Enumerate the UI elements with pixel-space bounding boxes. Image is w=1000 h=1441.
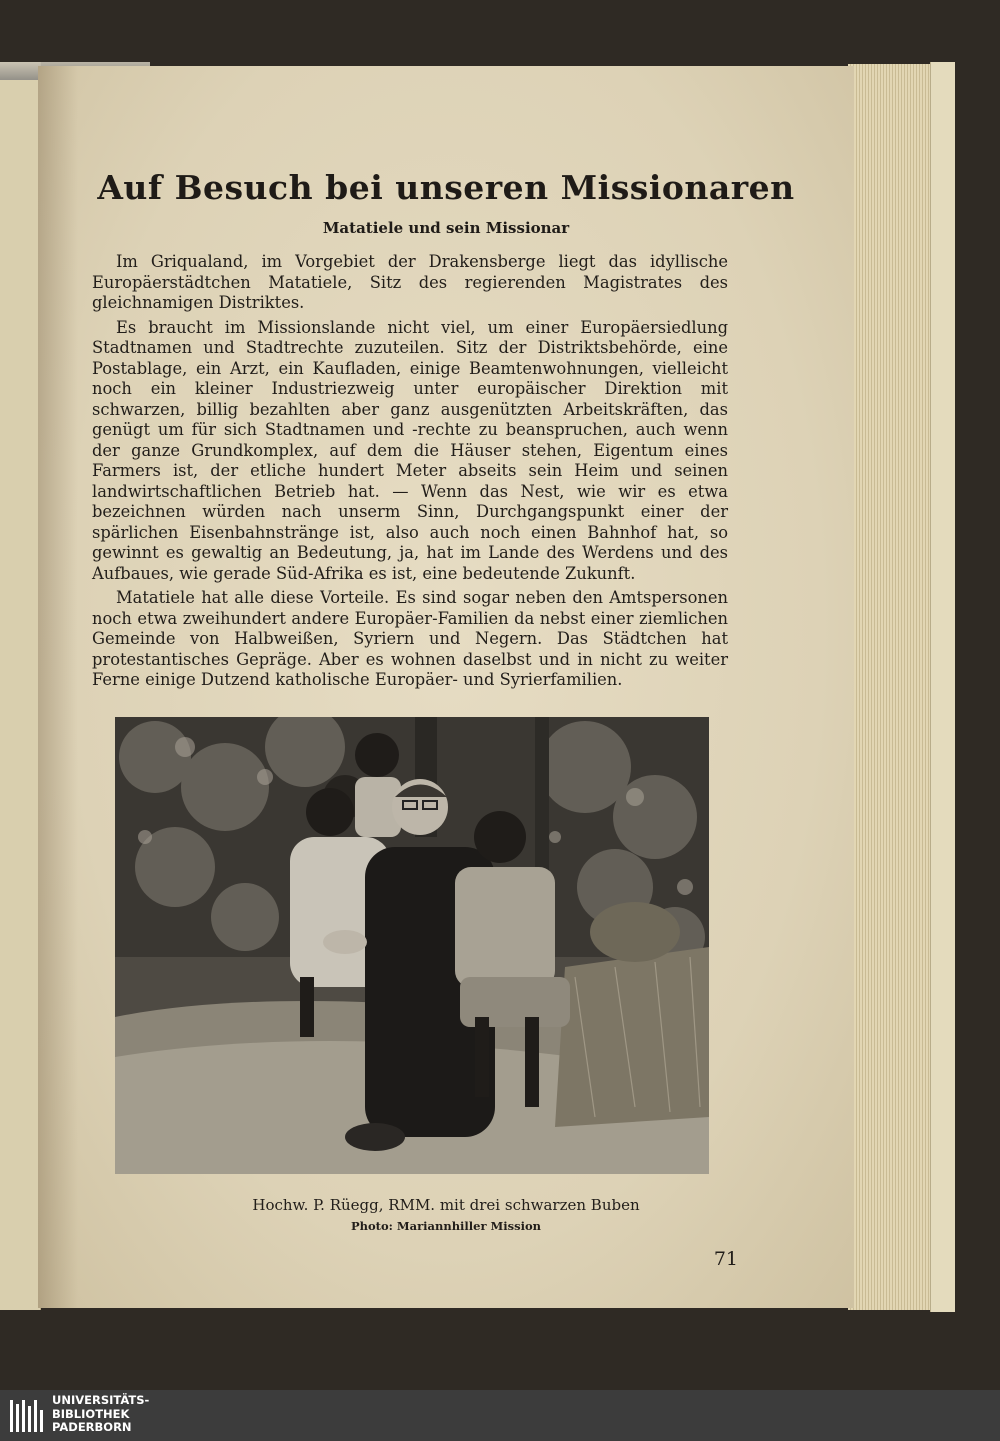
paragraph-2: Es braucht im Missionslande nicht viel, um einer Europäersiedlung Stadtnamen und Stadtrechte zuzuteilen. Sitz der Distriktsbehörde, eine Postablage, ein Arzt, ein Kaufladen, einige Beamtenwohnungen, vielleicht noch ein kleiner Industriezweig unter europäischer Direktion mit schwarzen, billig bezahlten aber ganz ausgenützten Arbeitskräften, das genügt um für sich Stadtnamen und -rechte zu beanspruchen, auch wenn der ganze Grundkomplex, auf dem die Häuser stehen, Eigentum eines Farmers ist, der etliche hundert Meter abseits sein Heim und seinen landwirtschaftlichen Betrieb hat. — Wenn das Nest, wie wir es etwa bezeichnen würden nach unserm Sinn, Durchgangspunkt einer der spärlichen Eisenbahnstränge ist, also auch noch einen Bahnhof hat, so gewinnt es gewaltig an Bedeutung, ja, hat im Lande des Werdens und des Aufbaues, wie gerade Süd-Afrika es ist, eine bedeutende Zukunft.	[92, 317, 728, 583]
library-name-line2: BIBLIOTHEK	[52, 1406, 130, 1421]
body-text	[92, 252, 728, 695]
paragraph-1: Im Griqualand, im Vorgebiet der Drakensberge liegt das idyllische Europäerstädtchen Matatiele, Sitz des regierenden Magistrates des gleichnamigen Distriktes.	[92, 252, 728, 312]
page-title: Auf Besuch bei unseren Missionaren	[97, 168, 795, 207]
photo-caption: Hochw. P. Rüegg, RMM. mit drei schwarzen Buben	[252, 1196, 640, 1214]
book-page	[38, 66, 854, 1308]
library-name	[52, 1394, 149, 1435]
page-edges	[848, 64, 938, 1310]
library-name-line3: PADERBORN	[52, 1420, 132, 1434]
book-cover-right	[930, 62, 955, 1312]
library-footer	[0, 1390, 1000, 1441]
library-name-line1: UNIVERSITÄTS-	[52, 1393, 150, 1407]
photograph	[115, 717, 709, 1174]
book-cover-left	[0, 62, 41, 1310]
page-number: 71	[713, 1248, 738, 1270]
photo-credit: Photo: Mariannhiller Mission	[351, 1219, 541, 1233]
page-gutter-shadow	[38, 66, 78, 1308]
page-subtitle: Matatiele und sein Missionar	[322, 219, 570, 237]
library-logo-icon	[8, 1396, 48, 1436]
photograph-illustration	[115, 717, 709, 1174]
paragraph-3: Matatiele hat alle diese Vorteile. Es sind sogar neben den Amtspersonen noch etwa zweihundert andere Europäer-Familien da nebst einer ziemlichen Gemeinde von Halbweißen, Syriern und Negern. Das Städtchen hat protestantisches Gepräge. Aber es wohnen daselbst und in nicht zu weiter Ferne einige Dutzend katholische Europäer- und Syrierfamilien.	[92, 588, 728, 689]
